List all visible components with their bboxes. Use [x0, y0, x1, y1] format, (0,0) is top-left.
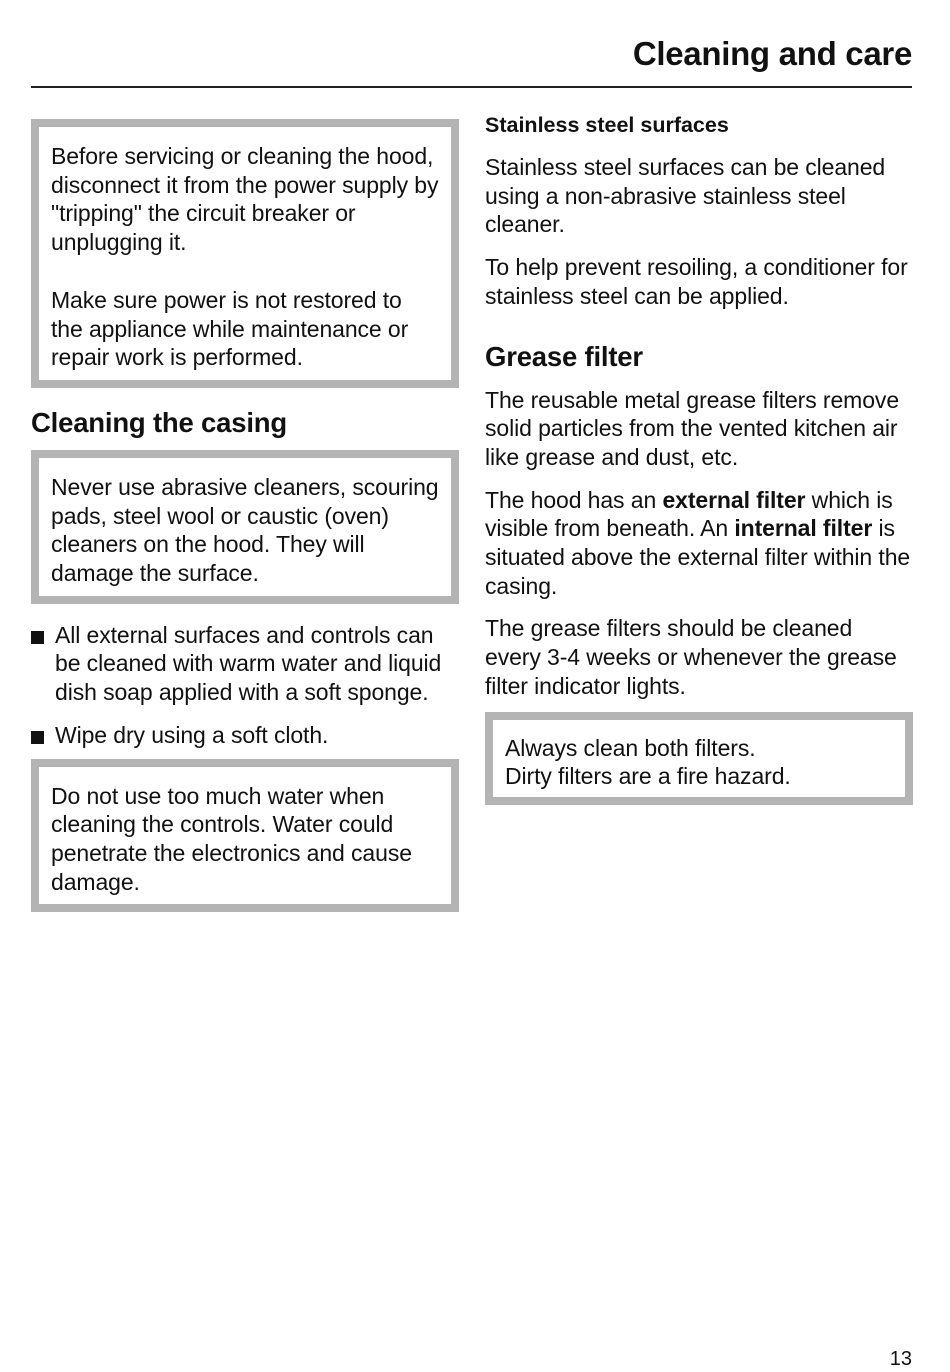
filter-text-part-3: is situated above the external filter within the casing.	[485, 515, 911, 599]
grease-filter-heading: Grease filter	[485, 340, 643, 372]
right-column	[485, 110, 913, 805]
abrasive-warning-text: Never use abrasive cleaners, scouring pads, steel wool or caustic (oven) cleaners on the hood. They will damage the surface.	[51, 473, 439, 587]
filter-text-part-1: The hood has an	[485, 486, 663, 513]
left-column	[31, 110, 459, 912]
stainless-steel-heading: Stainless steel surfaces	[485, 113, 729, 137]
water-warning-box	[31, 759, 459, 913]
abrasive-warning-box	[31, 450, 459, 604]
water-warning-text: Do not use too much water when cleaning the controls. Water could penetrate the electronics and cause damage.	[51, 782, 412, 895]
bullet-square-icon	[31, 631, 44, 644]
casing-bullet-list	[31, 621, 459, 750]
cleaning-casing-heading: Cleaning the casing	[31, 406, 287, 438]
external-filter-term: external filter	[662, 486, 806, 513]
filter-warning-line-2: Dirty filters are a fire hazard.	[505, 763, 791, 790]
safety-warning-text-1: Before servicing or cleaning the hood, disconnect it from the power supply by "tripping" the circuit breaker or unplugging it.	[51, 143, 439, 256]
bullet-square-icon	[31, 731, 44, 744]
safety-warning-box	[31, 119, 459, 388]
grease-filter-paragraph-2	[485, 486, 913, 601]
filter-warning-line-1: Always clean both filters.	[505, 734, 756, 761]
internal-filter-term: internal filter	[734, 515, 873, 542]
grease-filter-paragraph-3: The grease filters should be cleaned every 3-4 weeks or whenever the grease filter indicator lights.	[485, 615, 897, 699]
stainless-steel-paragraph-1: Stainless steel surfaces can be cleaned using a non-abrasive stainless steel cleaner.	[485, 154, 886, 238]
list-item	[31, 721, 459, 750]
filter-warning-box	[485, 712, 913, 805]
list-item	[31, 621, 459, 707]
safety-warning-text-2: Make sure power is not restored to the appliance while maintenance or repair work is performed.	[51, 286, 409, 371]
list-item-text: Wipe dry using a soft cloth.	[55, 721, 329, 748]
grease-filter-paragraph-1: The reusable metal grease filters remove solid particles from the vented kitchen air like grease and dust, etc.	[485, 386, 900, 470]
stainless-steel-paragraph-2: To help prevent resoiling, a conditioner for stainless steel can be applied.	[485, 254, 908, 309]
page-number: 13	[889, 1348, 912, 1370]
list-item-text: All external surfaces and controls can be cleaned with warm water and liquid dish soap applied with a soft sponge.	[55, 621, 442, 706]
filter-text-part-2: which is visible from beneath. An	[485, 486, 893, 542]
page-header	[31, 34, 912, 88]
page-title: Cleaning and care	[632, 35, 912, 72]
